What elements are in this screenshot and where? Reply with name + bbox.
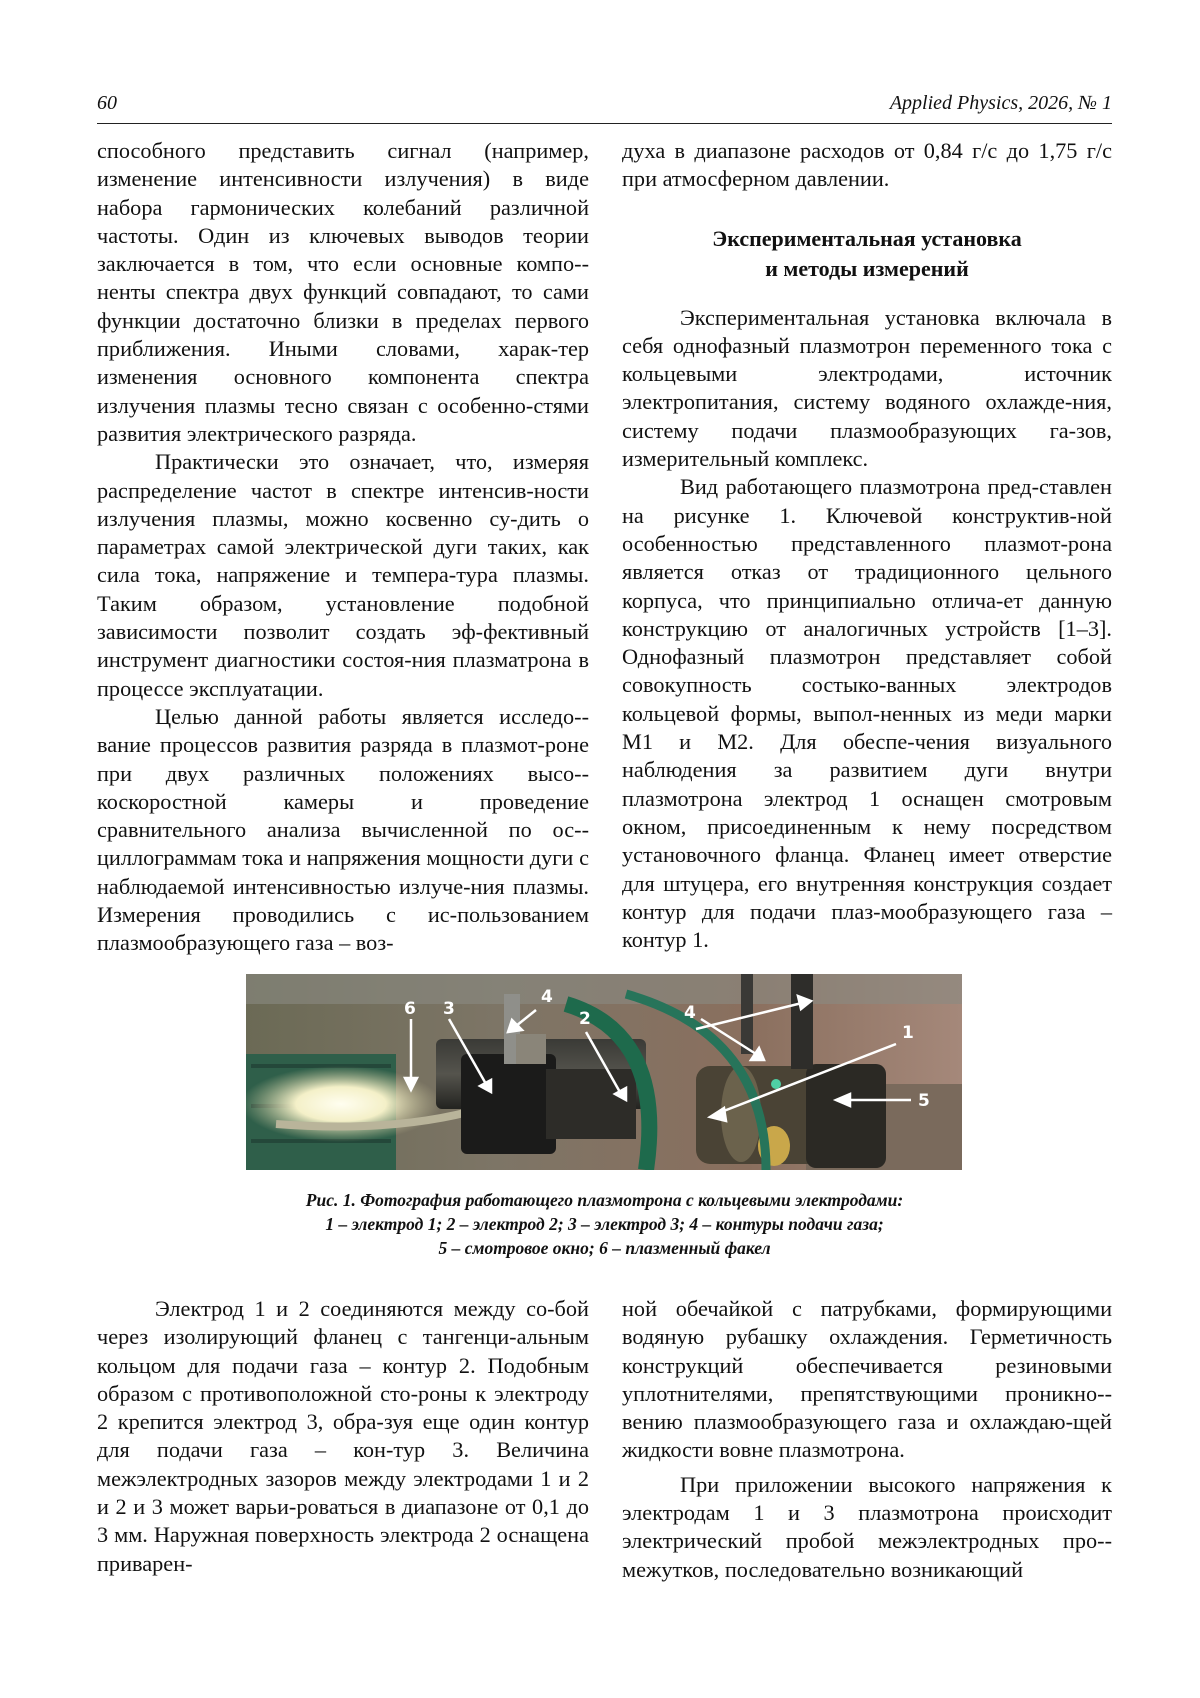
paragraph: Вид работающего плазмотрона пред-ставлен на рисунке 1. Ключевой конструктив-ной особенностью представленного плазмот-рона является отказ от традиционного цельного корпуса, что принципиально отлича-ет данную конструкцию от аналогичных устройств [1–3]. Однофазный плазмотрон представляет собой совокупность состыко-ванных электродов кольцевой формы, выпол-ненных из меди марки М1 и М2. Для обеспе-чения визуального наблюдения за развитием дуги внутри плазмотрона электрод 1 оснащен смотровым окном, присоединенным к нему посредством установочного фланца. Фланец имеет отверстие для штуцера, его внутренняя конструкция создает контур для подачи плаз-мообразующего газа – контур 1. (622, 474, 1112, 953)
electrode-3 (461, 1054, 556, 1154)
figure-label-5: 5 (918, 1091, 930, 1111)
paragraph: духа в диапазоне расходов от 0,84 г/с до 1,75 г/с при атмосферном давлении. (622, 138, 1112, 192)
caption-line: 1 – электрод 1; 2 – электрод 2; 3 – электрод 3; 4 – контуры подачи газа; (325, 1214, 884, 1234)
section-heading-line1: Экспериментальная установка (712, 225, 1022, 251)
column-right-bottom (622, 1295, 1112, 1584)
figure-label-3: 3 (443, 999, 455, 1019)
figure-1-photo (246, 974, 962, 1170)
column-left-top (97, 137, 589, 958)
gas-inlet-pipe (791, 974, 813, 1069)
paragraph: способного представить сигнал (например, изменение интенсивности излучения) в виде набора гармонических колебаний различной частоты. Один из ключевых выводов теории заключается в том, что если основные компо-ненты спектра двух функций совпадают, то сами функции достаточно близки в пределах первого приближения. Иными словами, харак-тер изменения основного компонента спектра излучения плазмы тесно связан с особенно-стями развития электрического разряда. (97, 138, 589, 446)
column-left-bottom (97, 1295, 589, 1578)
figure-label-4b: 4 (684, 1003, 696, 1023)
paragraph: Экспериментальная установка включала в себя однофазный плазмотрон переменного тока с кольцевыми электродами, источник электропитания, систему водяного охлажде-ния, систему подачи плазмообразующих га-зов, измерительный комплекс. (622, 304, 1112, 472)
paragraph: Электрод 1 и 2 соединяются между со-бой через изолирующий фланец с тангенци-альным кольцом для подачи газа – контур 2. Подобным образом с противоположной сто-роны к электроду 2 крепится электрод 3, обра-зуя еще один контур для подачи газа – кон-тур 3. Величина межэлектродных зазоров между электродами 1 и 2 и 2 и 3 может варьи-роваться в диапазоне от 0,1 до 3 мм. Наружная поверхность электрода 2 оснащена приварен- (97, 1296, 589, 1576)
journal-title: Applied Physics, 2026, № 1 (889, 92, 1112, 114)
viewing-window (806, 1064, 886, 1168)
plasmatron-photo-illustration (246, 974, 962, 1170)
figure-label-1: 1 (902, 1023, 914, 1043)
paragraph: Целью данной работы является исследо-вание процессов развития разряда в плазмот-роне при двух различных положениях высо-коскоростной камеры и проведение сравнительного анализа вычисленной по ос-циллограммам тока и напряжения мощности дуги с наблюдаемой интенсивностью излуче-ния плазмы. Измерения проводились с ис-пользованием плазмообразующего газа – воз- (97, 703, 589, 956)
figure-caption (97, 1188, 1112, 1260)
running-header (97, 92, 1112, 120)
paragraph: ной обечайкой с патрубками, формирующими водяную рубашку охлаждения. Герметичность конструкций обеспечивается резиновыми уплотнителями, препятствующими проникно-вению плазмообразующего газа и охлаждаю-щей жидкости вовне плазмотрона. (622, 1296, 1112, 1463)
figure-label-6: 6 (404, 999, 416, 1019)
section-heading-line2: и методы измерений (765, 255, 969, 281)
page-number: 60 (97, 92, 117, 114)
figure-label-4a: 4 (541, 987, 553, 1007)
caption-line: Рис. 1. Фотография работающего плазмотрона с кольцевыми электродами: (305, 1190, 904, 1210)
section-heading (622, 224, 1112, 284)
caption-line: 5 – смотровое окно; 6 – плазменный факел (438, 1238, 771, 1258)
paragraph: Практически это означает, что, измеряя распределение частот в спектре интенсив-ности излучения плазмы, можно косвенно су-дить о параметрах самой электрической дуги таких, как сила тока, напряжение и темпера-тура плазмы. Таким образом, установление подобной зависимости позволит создать эф-фективный инструмент диагностики состоя-ния плазматрона в процессе эксплуатации. (97, 449, 589, 701)
column-right-top (622, 137, 1112, 954)
figure-label-2: 2 (579, 1009, 591, 1029)
header-rule (97, 123, 1112, 124)
paragraph: При приложении высокого напряжения к электродам 1 и 3 плазмотрона происходит электрический пробой межэлектродных про-межутков, последовательно возникающий (622, 1471, 1112, 1582)
